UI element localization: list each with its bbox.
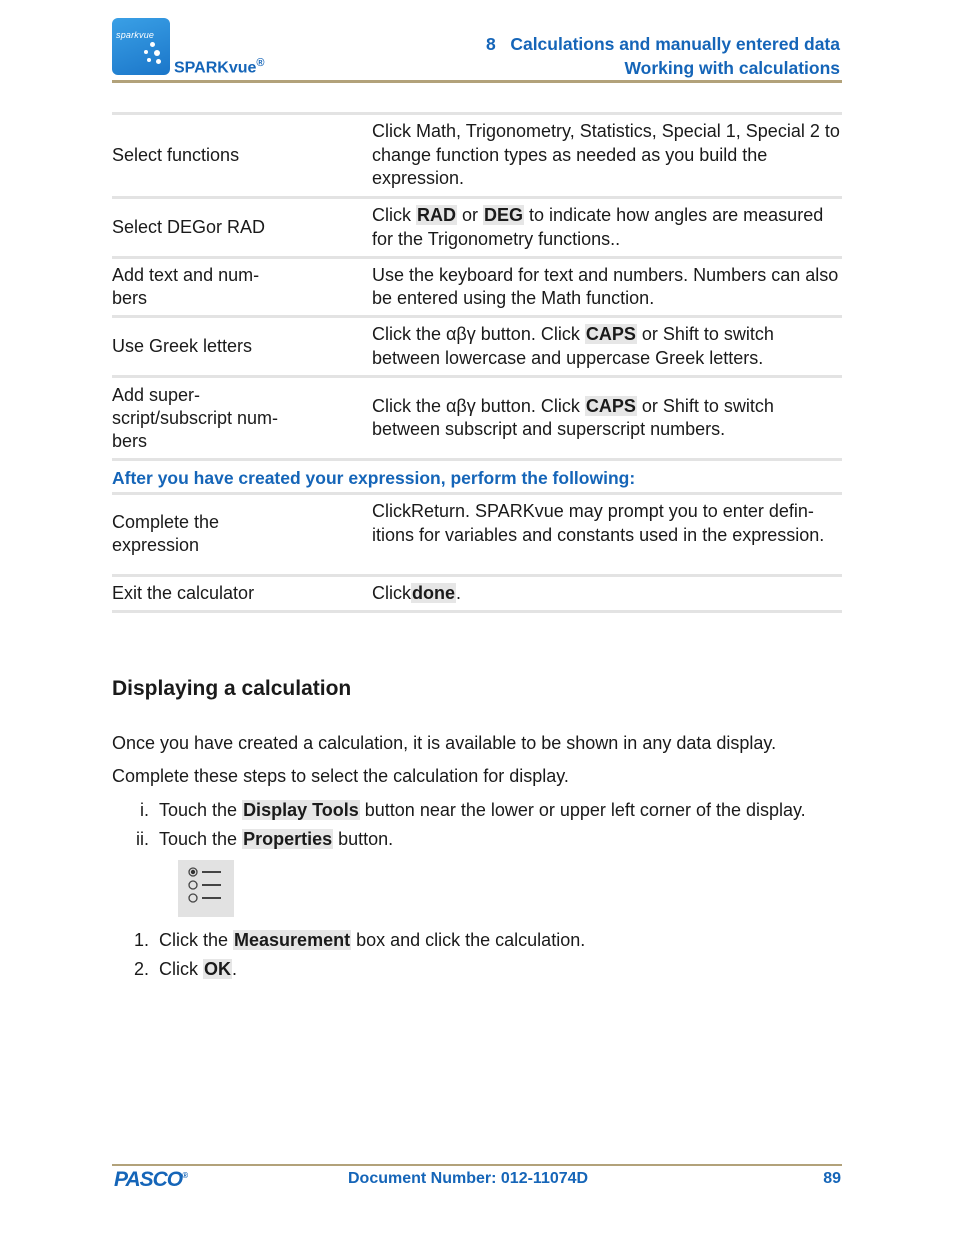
- caps-button-label: CAPS: [585, 395, 636, 416]
- table-subheading: After you have created your expression, perform the following:: [112, 458, 842, 492]
- list-item: i. Touch the Display Tools button near the lower or upper left corner of the display.: [140, 800, 806, 820]
- footer-rule: [112, 1164, 842, 1166]
- table-row: [112, 315, 842, 375]
- running-header: [486, 32, 840, 80]
- chapter-title: 8 Calculations and manually entered data: [486, 34, 840, 54]
- description-cell: Click Math, Trigonometry, Statistics, Special 1, Special 2 to change function types as needed as you build the expression.: [372, 121, 840, 189]
- paragraph: Once you have created a calculation, it is available to be shown in any data display.: [112, 733, 777, 753]
- header-rule: [112, 80, 842, 83]
- section-heading: Displaying a calculation: [112, 677, 352, 700]
- action-cell: Add text and num-bers: [112, 265, 260, 308]
- description-cell: Clickdone.: [372, 582, 462, 603]
- display-tools-button-label: Display Tools: [243, 800, 359, 820]
- measurement-box-label: Measurement: [234, 930, 351, 950]
- action-cell: Use Greek letters: [112, 336, 253, 356]
- done-button-label: done: [412, 582, 455, 603]
- page-number: 89: [823, 1170, 841, 1187]
- paragraph: Complete these steps to select the calculation for display.: [112, 766, 569, 786]
- ok-button-label: OK: [204, 959, 231, 979]
- description-cell: Use the keyboard for text and numbers. Numbers can also be entered using the Math function.: [372, 264, 839, 308]
- list-item: 2. Click OK.: [133, 959, 238, 979]
- table-row: [112, 256, 842, 315]
- document-number: Document Number: 012-11074D: [348, 1170, 589, 1187]
- table-row: [112, 375, 842, 458]
- table-row: [112, 196, 842, 256]
- action-cell: Select DEGor RAD: [112, 217, 266, 237]
- table-row: [112, 574, 842, 610]
- logo-dots: [144, 42, 164, 66]
- rad-button-label: RAD: [417, 205, 456, 225]
- section-title: Working with calculations: [624, 58, 840, 78]
- action-cell: Complete the expression: [112, 512, 220, 555]
- logo-text: sparkvue: [116, 30, 155, 40]
- description-cell: Click the αβγ button. Click CAPS or Shift to switch between lowercase and uppercase Greek letters.: [372, 324, 774, 368]
- description-cell: ClickReturn. SPARKvue may prompt you to enter defin-itions for variables and constants used in the expression.: [372, 501, 825, 545]
- action-cell: Exit the calculator: [112, 583, 255, 603]
- properties-button-label: Properties: [243, 829, 333, 849]
- description-cell: Click the αβγ button. Click CAPS or Shift to switch between subscript and superscript numbers.: [372, 395, 774, 439]
- calculator-actions-table: [112, 112, 842, 613]
- table-bottom-rule: [112, 610, 842, 613]
- description-cell: Click RAD or DEG to indicate how angles are measured for the Trigonometry functions..: [372, 205, 824, 249]
- action-cell: Add super-script/subscript num-bers: [112, 384, 279, 451]
- action-cell: Select functions: [112, 145, 240, 165]
- deg-button-label: DEG: [484, 205, 524, 225]
- sparkvue-logo-icon: [112, 18, 170, 75]
- properties-list-icon: [178, 860, 234, 917]
- table-row: [112, 492, 842, 574]
- caps-button-label: CAPS: [585, 324, 636, 344]
- brand-name: SPARKvue®: [174, 57, 265, 77]
- list-item: ii. Touch the Properties button.: [136, 829, 394, 849]
- pasco-logo: PASCO®: [114, 1168, 188, 1191]
- table-row: [112, 112, 842, 196]
- list-item: 1. Click the Measurement box and click the calculation.: [133, 930, 586, 950]
